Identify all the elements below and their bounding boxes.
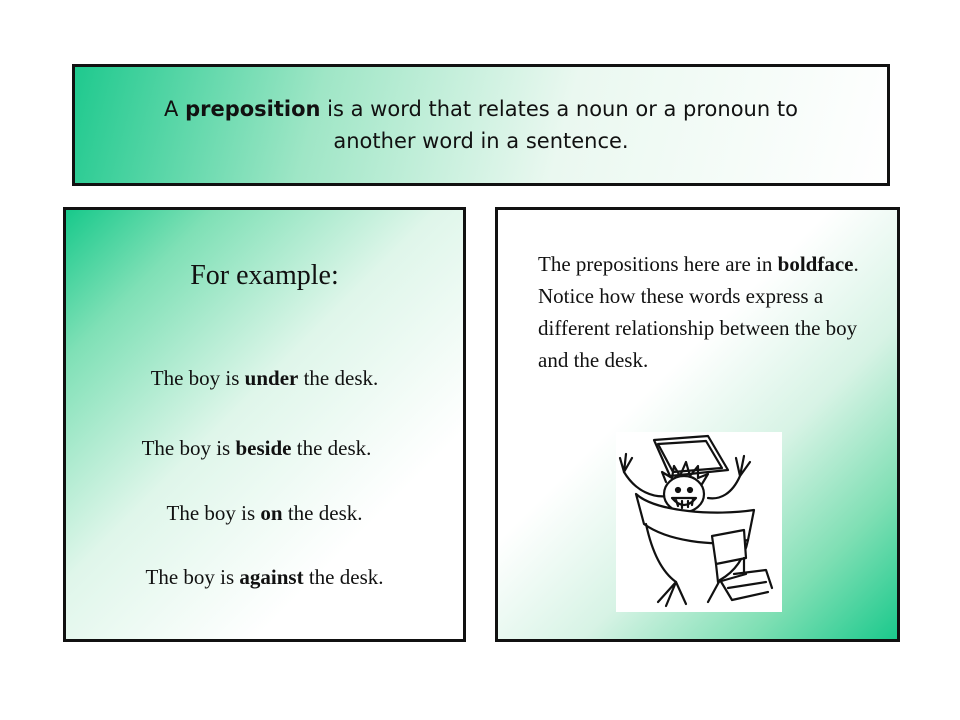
definition-box [72,64,890,186]
preposition-against: against [239,565,304,589]
preposition-beside: beside [235,436,292,460]
example-sentence-under: The boy is under the desk. [150,366,379,390]
explanation-bold-word: boldface [777,252,854,276]
definition-rest-line1: is a word that relates a noun or a pronoun to [320,97,798,121]
explanation-box [495,207,900,642]
preposition-under: under [244,366,299,390]
example-sentence-beside: The boy is beside the desk. [141,436,372,460]
examples-heading: For example: [190,260,339,291]
definition-text [111,93,851,157]
definition-term: preposition [185,97,321,121]
boy-in-desk-icon [616,432,782,612]
example-sentence-on: The boy is on the desk. [166,501,363,525]
examples-box [63,207,466,642]
definition-prefix: A [164,97,186,121]
explanation-text: The prepositions here are in boldface. Notice how these words express a different relationship between the boy and the desk. [538,252,859,372]
boy-in-desk-illustration [616,432,782,612]
definition-rest-line2: another word in a sentence. [333,129,629,153]
preposition-on: on [260,501,283,525]
example-sentence-against: The boy is against the desk. [145,565,384,589]
